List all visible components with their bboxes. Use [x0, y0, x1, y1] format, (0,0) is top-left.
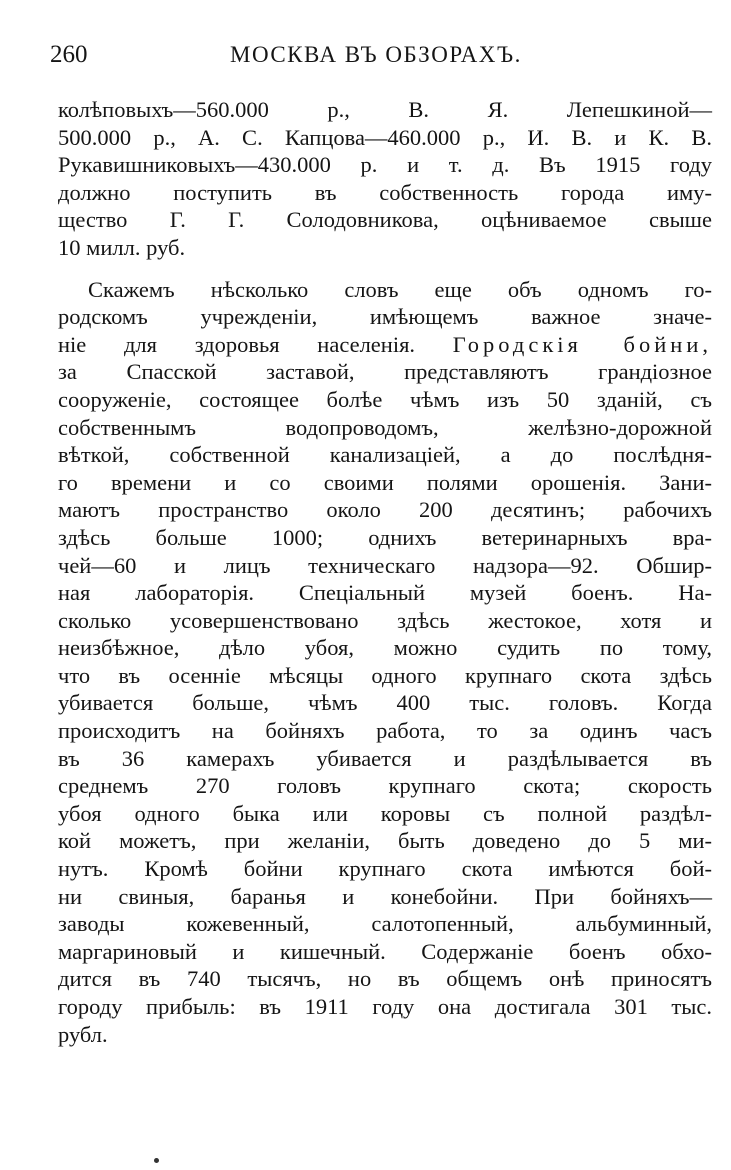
text-line: щество Г. Г. Солодовникова, оцѣниваемое свыше: [58, 207, 712, 233]
text-line: [58, 331, 712, 359]
running-title: МОСКВА ВЪ ОБЗОРАХЪ.: [230, 42, 522, 67]
emphasized-term: Городскія бойни,: [452, 331, 713, 357]
text-line: Скажемъ нѣсколько словъ еще объ одномъ го-: [88, 276, 712, 302]
text-line: родскомъ учрежденіи, имѣющемъ важное значе-: [58, 304, 712, 330]
page-header: [50, 38, 714, 72]
text-line: колѣповыхъ—560.000 р., В. Я. Лепешкиной—: [58, 97, 712, 122]
text-line: кой можетъ, при желаніи, быть доведено до 5 ми-: [58, 828, 712, 854]
text-line: вѣткой, собственной канализаціей, а до послѣдня-: [58, 442, 712, 468]
text-line: неизбѣжное, дѣло убоя, можно судить по тому,: [58, 635, 712, 661]
text-line: убоя одного быка или коровы съ полной раздѣл-: [58, 800, 712, 826]
text-line: въ 36 камерахъ убивается и раздѣлывается въ: [58, 745, 712, 771]
text-line: собственнымъ водопроводомъ, желѣзно-дорожной: [58, 414, 712, 440]
text-line: [58, 1076, 712, 1104]
text-line: сколько усовершенствовано здѣсь жестокое, хотя и: [58, 607, 712, 633]
text-line: происходитъ на бойняхъ работа, то за одинъ часъ: [58, 718, 712, 744]
body-text: [58, 96, 712, 1103]
text-line: [58, 1048, 712, 1076]
text-line: сооруженіе, состоящее болѣе чѣмъ изъ 50 зданій, съ: [58, 386, 712, 412]
text-line: 10 милл. руб.: [58, 234, 186, 260]
ink-speck: [154, 1158, 159, 1163]
text-fragment: ніе для здоровья населенія.: [58, 331, 416, 357]
text-line: 500.000 р., А. С. Капцова—460.000 р., И. В. и К. В.: [58, 124, 712, 150]
text-line: дится въ 740 тысячъ, но въ общемъ онѣ приносятъ: [58, 966, 712, 992]
paragraph: [58, 276, 712, 1104]
text-line: за Спасской заставой, представляютъ грандіозное: [58, 359, 712, 385]
text-line: маютъ пространство около 200 десятинъ; рабочихъ: [58, 497, 712, 523]
paragraph-gap: [58, 262, 712, 276]
text-line: что въ осенніе мѣсяцы одного крупнаго скота здѣсь: [58, 662, 712, 688]
text-line: нутъ. Кромѣ бойни крупнаго скота имѣются бой-: [58, 856, 712, 882]
text-line: чей—60 и лицъ техническаго надзора—92. Обшир-: [58, 552, 712, 578]
text-line: ная лабораторія. Спеціальный музей боенъ. На-: [58, 580, 712, 606]
text-line: здѣсь больше 1000; однихъ ветеринарныхъ вра-: [58, 524, 712, 550]
text-line: маргариновый и кишечный. Содержаніе боенъ обхо-: [58, 938, 712, 964]
text-line: должно поступить въ собственность города иму-: [58, 179, 712, 205]
page-number: 260: [50, 41, 88, 68]
text-line: городу прибыль: въ 1911 году она достигала 301 тыс.: [58, 994, 712, 1019]
paragraph: [58, 96, 712, 262]
text-line: го времени и со своими полями орошенія. Зани-: [58, 469, 712, 495]
text-line: среднемъ 270 головъ крупнаго скота; скорость: [58, 773, 712, 799]
text-line: ни свиныя, баранья и конебойни. При бойняхъ—: [58, 883, 712, 909]
text-line: Рукавишниковыхъ—430.000 р. и т. д. Въ 1915 году: [58, 152, 712, 178]
text-line: рубл.: [58, 1021, 108, 1047]
text-line: убивается больше, чѣмъ 400 тыс. головъ. Когда: [58, 690, 712, 716]
text-line: заводы кожевенный, салотопенный, альбуминный,: [58, 911, 712, 937]
